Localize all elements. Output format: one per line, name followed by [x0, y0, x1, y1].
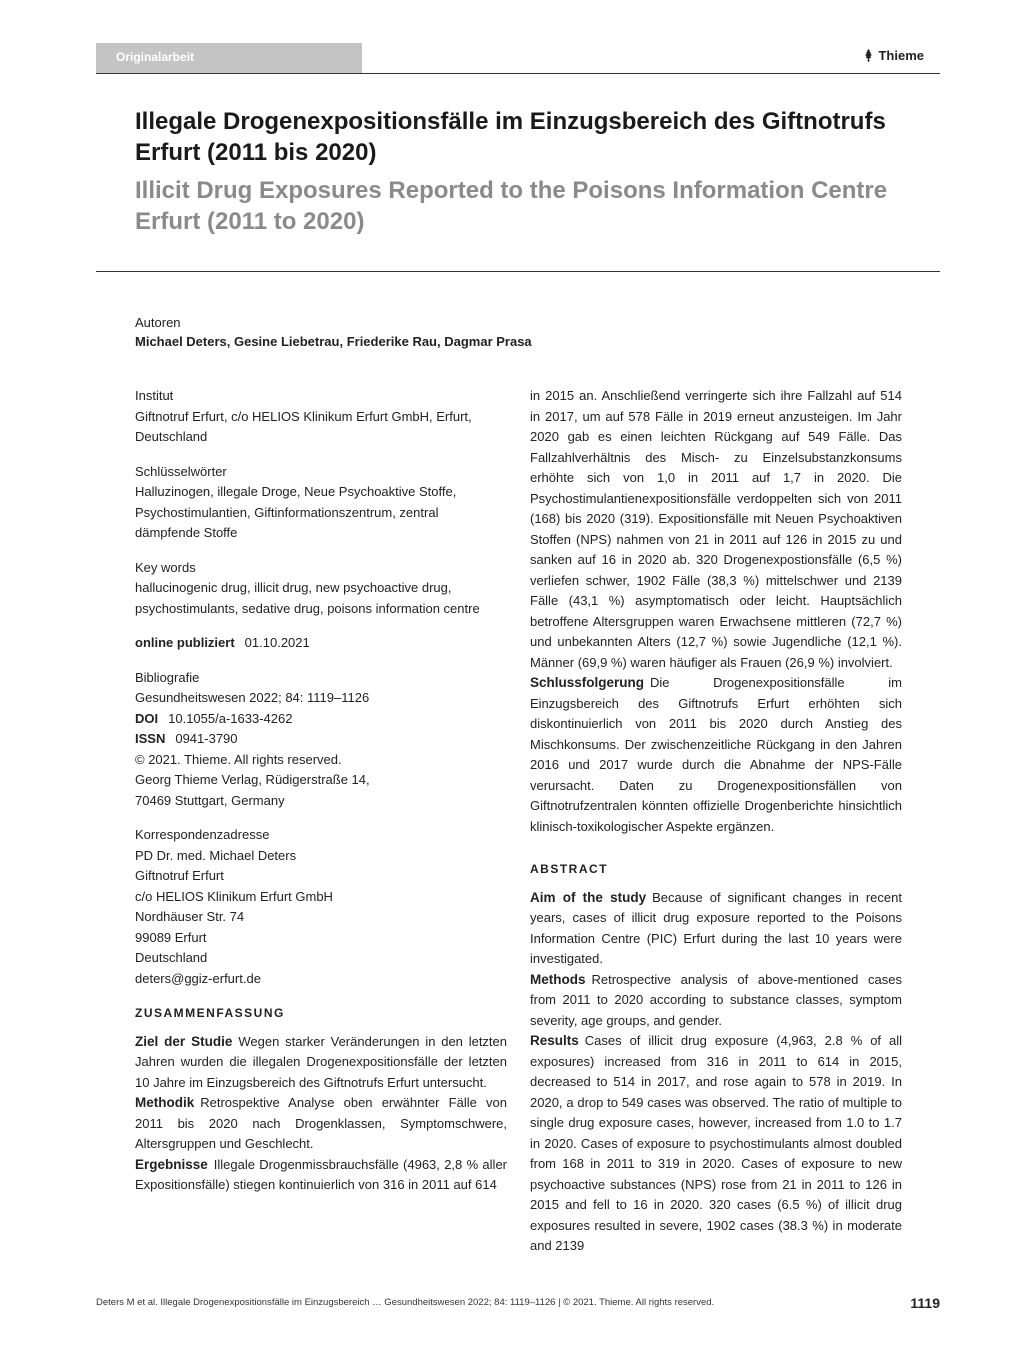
online-date: 01.10.2021 [244, 635, 310, 650]
correspondence-section [135, 825, 507, 989]
left-column [135, 386, 507, 1196]
title-german: Illegale Drogenexpositionsfälle im Einzugsbereich des Giftnotrufs Erfurt (2011 bis 2020) [135, 108, 886, 166]
results-label: Results [530, 1033, 579, 1048]
aim-paragraph [530, 888, 902, 970]
bibliography-journal: Gesundheitswesen 2022; 84: 1119–1126 [135, 690, 370, 705]
methodik-label: Methodik [135, 1095, 195, 1110]
zusammenfassung-heading: ZUSAMMENFASSUNG [135, 1006, 285, 1020]
ergebnisse-text-left: Illegale Drogenmissbrauchsfälle (4963, 2,8 % aller Expositionsfälle) stiegen kontinuierlich von 316 in 2011 auf 614 [135, 1156, 507, 1192]
methods-text: Retrospective analysis of above-mentioned cases from 2011 to 2020 according to substance classes, symptom severity, age groups, and gender. [530, 971, 902, 1028]
results-text: Cases of illicit drug exposure (4,963, 2.8 % of all exposures) increased from 316 in 2011 to 614 in 2015, decreased to 514 in 2017, and rose again to 578 in 2019. In 2020, a drop to 549 cases was observed. The ratio of multiple to single drug exposure cases, however, increased from 1.0 to 1.7 in 2020. Cases of exposure to psychostimulants almost doubled from 168 in 2011 to 319 in 2020. Cases of exposure to new psychoactive substances (NPS) rose from 21 in 2011 to 126 in 2015 and fell to 16 in 2020. 320 cases (6.5 %) of illicit drug exposures resulted in severe, 1902 cases (38.3 %) in moderate and 2139 [530, 1033, 902, 1253]
keywords-de-text: Halluzinogen, illegale Droge, Neue Psychoaktive Stoffe, Psychostimulantien, Giftinformationszentrum, zentral dämpfende Stoffe [135, 484, 457, 540]
copyright-line: © 2021. Thieme. All rights reserved. [135, 751, 342, 767]
aim-text: Because of significant changes in recent years, cases of illicit drug exposure reported to the Poisons Information Centre (PIC) Erfurt during the last 10 years were investigated. [530, 889, 902, 966]
institute-label: Institut [135, 388, 174, 403]
methodik-paragraph [135, 1093, 507, 1155]
thieme-logo-icon [863, 49, 874, 62]
section-tag [96, 43, 362, 73]
issn-value: 0941-3790 [175, 731, 238, 746]
ergebnisse-paragraph [135, 1155, 507, 1196]
correspondence-line: Giftnotruf Erfurt [135, 868, 224, 883]
institute-text: Giftnotruf Erfurt, c/o HELIOS Klinikum Erfurt GmbH, Erfurt, Deutschland [135, 408, 472, 444]
ergebnisse-label: Ergebnisse [135, 1156, 208, 1172]
correspondence-line: Nordhäuser Str. 74 [135, 909, 245, 924]
issn-label: ISSN [135, 731, 166, 746]
keywords-en-text: hallucinogenic drug, illicit drug, new psychoactive drug, psychostimulants, sedative drug, poisons information centre [135, 580, 480, 616]
publisher-address-line1: Georg Thieme Verlag, Rüdigerstraße 14, [135, 772, 370, 787]
schluss-label: Schlussfolgerung [530, 675, 645, 690]
ziel-paragraph [135, 1032, 507, 1094]
issn-line [135, 729, 507, 750]
doi-label: DOI [135, 710, 159, 726]
schluss-text: Die Drogenexpositionsfälle im Einzugsbereich des Giftnotrufs Erfurt erhöhten sich diskontinuierlich von 2011 bis 2020 durch Anstieg des Mischkonsums. Der zwischenzeitliche Rückgang in den Jahren 2016 und 2017 wurde durch die Abnahme der NPS-Fälle verursacht. Daten zu Drogenexpositionsfällen von Giftnotrufzentralen könnten offizielle Drogenberichte hinsichtlich klinisch-toxikologischer Aspekte ergänzen. [530, 675, 902, 834]
correspondence-line: PD Dr. med. Michael Deters [135, 847, 297, 863]
aim-label: Aim of the study [530, 889, 647, 905]
publisher-name: Thieme [878, 48, 924, 63]
right-column [530, 386, 902, 1257]
publisher-address-line2: 70469 Stuttgart, Germany [135, 792, 285, 808]
authors-label: Autoren [135, 315, 181, 330]
bibliography-section [135, 668, 507, 812]
abstract-heading: ABSTRACT [530, 862, 608, 876]
correspondence-label: Korrespondenzadresse [135, 827, 270, 842]
online-section [135, 633, 507, 654]
ergebnisse-continued: in 2015 an. Anschließend verringerte sich ihre Fallzahl auf 514 in 2017, um auf 578 Fälle in 2019 erneut anzusteigen. Im Jahr 2020 gab es einen leichten Rückgang auf 549 Fälle. Das Fallzahlverhältnis des Misch- zu Einzelsubstanzkonsums erhöhte sich von 1,0 in 2011 auf 1,7 in 2020. Die Psychostimulantienexpositionsfälle verdoppelten sich von 2011 (168) bis 2020 (319). Expositionsfälle mit Neuen Psychoaktiven Stoffen (NPS) nahmen von 21 in 2011 auf 126 in 2015 zu und sanken auf 16 in 2020 ab. 320 Drogenexpostionsfälle (6,5 %) verliefen schwer, 1902 Fälle (38,3 %) mittelschwer und 2139 Fälle (43,1 %) asymptomatisch oder leicht. Hauptsächlich betroffene Altersgruppen waren Erwachsene mittleren (72,7 %) und unbekannten Alters (12,7 %) sowie Jugendliche (12,1 %). Männer (69,9 %) waren häufiger als Frauen (26,9 %) involviert. [530, 388, 902, 670]
doi-line [135, 709, 507, 730]
doi-value[interactable]: 10.1055/a-1633-4262 [168, 710, 293, 726]
title-english: Illicit Drug Exposures Reported to the Poisons Information Centre Erfurt (2011 to 2020) [135, 177, 888, 235]
bibliography-label: Bibliografie [135, 669, 200, 685]
keywords-de-section [135, 462, 507, 544]
keywords-en-label: Key words [135, 559, 196, 575]
authors-names: Michael Deters, Gesine Liebetrau, Friederike Rau, Dagmar Prasa [135, 334, 532, 349]
methods-label: Methods [530, 971, 586, 987]
correspondence-line: c/o HELIOS Klinikum Erfurt GmbH [135, 888, 333, 904]
schluss-paragraph [530, 673, 902, 837]
footer-citation: Deters M et al. Illegale Drogenexpositionsfälle im Einzugsbereich … Gesundheitswesen 2022; 84: 1119–1126 | © 2021. Thieme. All rights reserved. [96, 1297, 715, 1308]
results-paragraph [530, 1031, 902, 1257]
correspondence-email[interactable]: deters@ggiz-erfurt.de [135, 970, 261, 986]
publisher-logo [863, 48, 924, 63]
online-label: online publiziert [135, 635, 235, 650]
keywords-en-section [135, 558, 507, 620]
page-number: 1119 [910, 1295, 940, 1311]
methodik-text: Retrospektive Analyse oben erwähnter Fälle von 2011 bis 2020 nach Drogenklassen, Symptomschwere, Altersgruppen und Geschlecht. [135, 1095, 507, 1151]
correspondence-line: 99089 Erfurt [135, 929, 207, 945]
header-divider [96, 73, 940, 74]
section-tag-label: Originalarbeit [116, 50, 195, 64]
keywords-de-label: Schlüsselwörter [135, 463, 227, 479]
correspondence-line: Deutschland [135, 950, 208, 965]
institute-section [135, 386, 507, 448]
ziel-label: Ziel der Studie [135, 1033, 233, 1049]
methods-paragraph [530, 970, 902, 1032]
ziel-text: Wegen starker Veränderungen in den letzten Jahren wurden die illegalen Drogenexpositionsfälle der letzten 10 Jahre im Einzugsbereich des Giftnotrufs Erfurt untersucht. [135, 1033, 507, 1090]
title-divider [96, 271, 940, 272]
